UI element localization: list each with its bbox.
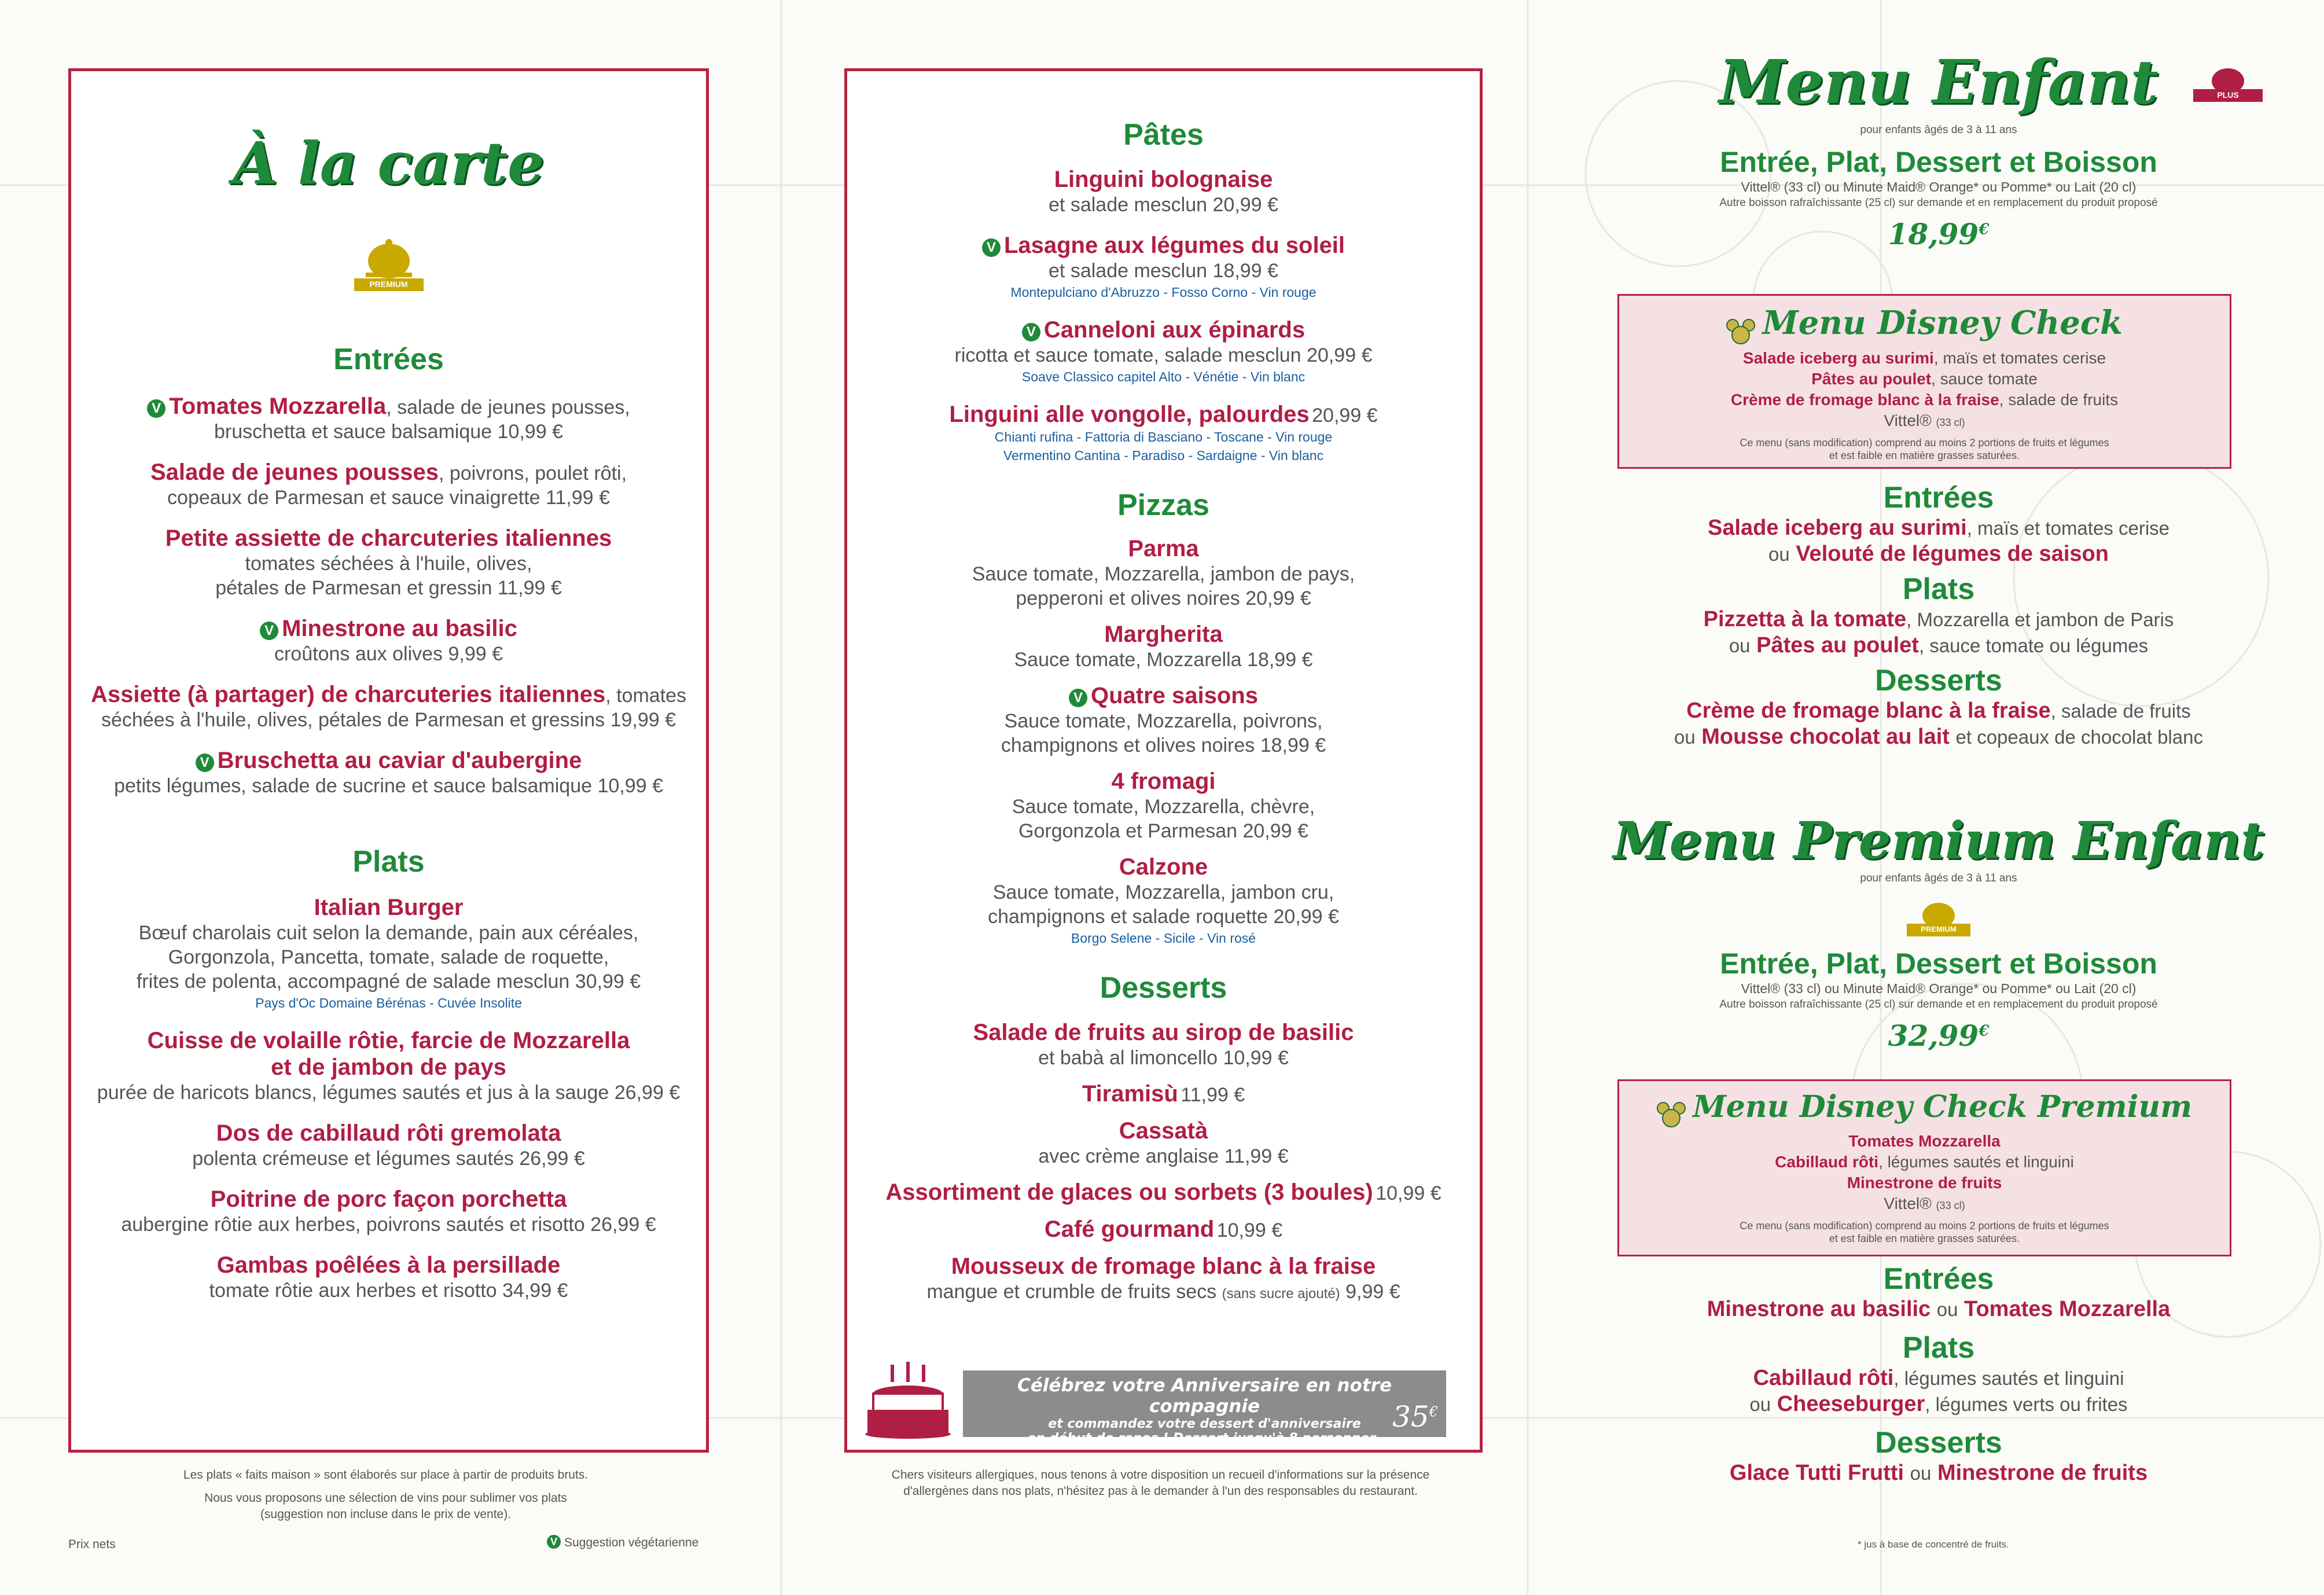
birthday-banner [862, 1370, 1458, 1446]
menu-disney-check-title: Menu Disney Check [1762, 304, 2123, 342]
left-footer: Les plats « faits maison » sont élaborés sur place à partir de produits bruts. Nous vous proposons une sélection de vins pour sublimer vos plats (suggestion non incluse dans le prix de vente). [183, 1468, 589, 1521]
list-item: Dos de cabillaud rôti gremolata polenta crémeuse et légumes sautés 26,99 € [192, 1120, 585, 1170]
menu-premium-enfant-title: Menu Premium Enfant [1613, 810, 2264, 870]
pates-heading: Pâtes [1123, 118, 1204, 152]
vegetarian-icon: V [260, 622, 278, 640]
vegetarian-icon: V [1069, 689, 1087, 707]
premium-badge: PREMIUM [369, 280, 408, 289]
list-item: Gambas poêlées à la persillade tomate rôtie aux herbes et risotto 34,99 € [209, 1252, 568, 1302]
vegetarian-legend: V Suggestion végétarienne [547, 1535, 698, 1551]
list-item: Cuisse de volaille rôtie, farcie de Mozzarella et de jambon de pays purée de haricots blancs, légumes sautés et jus à la sauge 26,99 € [97, 1028, 681, 1104]
desserts-heading: Desserts [1100, 971, 1227, 1005]
prix-nets-label: Prix nets [68, 1538, 116, 1551]
birthday-line-1: Célébrez votre Anniversaire en notre compagnie [1017, 1375, 1392, 1417]
premium-cloche-icon: PREMIUM [1907, 898, 1970, 939]
list-item: Linguini bolognaise et salade mesclun 20,99 € [1049, 167, 1278, 216]
list-item: V Lasagne aux légumes du soleil et salade mesclun 18,99 € Montepulciano d'Abruzzo - Fosso Corno - Vin rouge [847, 232, 1480, 302]
list-item: Tiramisù 11,99 € [1082, 1081, 1245, 1107]
list-item: V Minestrone au basilic croûtons aux olives 9,99 € [71, 615, 706, 666]
birthday-line-2: et commandez votre dessert d'anniversaire [1048, 1417, 1361, 1431]
list-item: Italian Burger Bœuf charolais cuit selon la demande, pain aux céréales, Gorgonzola, Pancetta, tomate, salade de roquette, frites de polenta, accompagné de salade mesclun 30,99 € Pays d'Oc Domaine Bérénas - Cuvée Insolite [136, 895, 641, 1010]
menu-disney-check-premium-title: Menu Disney Check Premium [1693, 1089, 2193, 1124]
birthday-line-3: en début de repas ! Dessert jusqu'à 8 personnes. [1027, 1431, 1382, 1446]
footnote: * jus à base de concentré de fruits. [1858, 1539, 2009, 1550]
pasta-pizza-dessert-panel [844, 68, 1483, 1453]
entrees-heading: Entrées [333, 343, 444, 376]
menu-enfant-title: Menu Enfant [1719, 46, 2158, 117]
age-note: pour enfants âgés de 3 à 11 ans [1860, 124, 2017, 136]
menu-enfant-courses: Entrées Salade iceberg au surimi, maïs et tomates cerise ou Velouté de légumes de saison Plats Pizzetta à la tomate, Mozzarella et jambon de Paris ou Pâtes au poulet, sauce tomate ou légumes Desserts Crème de fromage blanc à la fraise, salade de fruits ou Mousse chocolat au lait et copeaux de chocolat blanc [1674, 481, 2203, 749]
mickey-check-icon [1657, 1102, 1686, 1127]
list-item: Salade de jeunes pousses, poivrons, poulet rôti, copeaux de Parmesan et sauce vinaigrette 11,99 € [150, 460, 627, 509]
menu-enfant-panel [1609, 46, 2268, 251]
list-item: V Bruschetta au caviar d'aubergine petits légumes, salade de sucrine et sauce balsamique 10,99 € [114, 748, 663, 797]
vegetarian-icon: V [147, 399, 166, 418]
birthday-cake-icon [862, 1359, 954, 1440]
menu-premium-price: 32,99€ [1888, 1019, 1990, 1053]
list-item: V Quatre saisons Sauce tomate, Mozzarella, poivrons, champignons et olives noires 18,99 € [1001, 683, 1326, 756]
list-item: Cassatà avec crème anglaise 11,99 € [1038, 1118, 1289, 1167]
list-item: Parma Sauce tomate, Mozzarella, jambon de pays, pepperoni et olives noires 20,99 € [972, 536, 1355, 609]
list-item: V Tomates Mozzarella, salade de jeunes pousses, bruschetta et sauce balsamique 10,99 € [71, 393, 706, 444]
vegetarian-icon: V [547, 1535, 561, 1549]
list-item: Poitrine de porc façon porchetta aubergine rôtie aux herbes, poivrons sautés et risotto 26,99 € [121, 1186, 656, 1236]
list-item: Petite assiette de charcuteries italiennes tomates séchées à l'huile, olives, pétales de Parmesan et gressin 11,99 € [165, 525, 612, 599]
plats-heading: Plats [352, 845, 425, 879]
list-item: Calzone Sauce tomate, Mozzarella, jambon cru, champignons et salade roquette 20,99 € Borgo Selene - Sicile - Vin rosé [988, 854, 1339, 946]
mickey-check-icon [1726, 319, 1755, 344]
a-la-carte-panel [68, 68, 709, 1453]
middle-footer: Chers visiteurs allergiques, nous tenons à votre disposition un recueil d'informations sur la présence d'allergènes dans nos plats, n'hésitez pas à le demander à l'un des responsables du restaurant. [891, 1468, 1430, 1498]
menu-enfant-price: 18,99€ [1888, 217, 1990, 251]
plus-badge: PLUS [2217, 90, 2239, 100]
menu-disney-check-premium-box: Menu Disney Check Premium Tomates Mozzarella Cabillaud rôti, légumes sautés et linguini Minestrone de fruits Vittel® (33 cl) Ce menu (sans modification) comprend au moins 2 portions de fruits et légumes et est faible en matière grasses saturées. [1617, 1079, 2231, 1256]
formula-title: Entrée, Plat, Dessert et Boisson [1720, 146, 2157, 178]
vegetarian-icon: V [196, 754, 214, 772]
list-item: Mousseux de fromage blanc à la fraise mangue et crumble de fruits secs (sans sucre ajouté) 9,99 € [926, 1254, 1400, 1303]
menu-premium-courses: Entrées Minestrone au basilic ou Tomates Mozzarella Plats Cabillaud rôti, légumes sautés et linguini ou Cheeseburger, légumes verts ou frites Desserts Glace Tutti Frutti ou Minestrone de fruits [1707, 1262, 2171, 1485]
list-item: Assiette (à partager) de charcuteries italiennes, tomates séchées à l'huile, olives, pétales de Parmesan et gressins 19,99 € [90, 682, 687, 731]
premium-cloche-icon [351, 220, 426, 296]
vegetarian-icon: V [1022, 323, 1040, 341]
vegetarian-icon: V [982, 238, 1001, 257]
list-item: Margherita Sauce tomate, Mozzarella 18,99 € [1014, 622, 1313, 671]
drinks-text: Vittel® (33 cl) ou Minute Maid® Orange* ou Pomme* ou Lait (20 cl) [1741, 179, 2137, 194]
menu-disney-check-box: Menu Disney Check Salade iceberg au surimi, maïs et tomates cerise Pâtes au poulet, sauce tomate Crème de fromage blanc à la fraise, salade de fruits Vittel® (33 cl) Ce menu (sans modification) comprend au moins 2 portions de fruits et légumes et est faible en matière grasses saturées. [1617, 294, 2231, 469]
list-item: Linguini alle vongolle, palourdes 20,99 € Chianti rufina - Fattoria di Basciano - Toscane - Vin rouge Vermentino Cantina - Paradiso - Sardaigne - Vin blanc [949, 402, 1378, 463]
a-la-carte-title: À la carte [233, 129, 545, 197]
list-item: Assortiment de glaces ou sorbets (3 boules) 10,99 € [885, 1179, 1442, 1205]
list-item: V Canneloni aux épinards ricotta et sauce tomate, salade mesclun 20,99 € Soave Classico capitel Alto - Vénétie - Vin blanc [954, 317, 1373, 384]
drinks-note: Autre boisson rafraîchissante (25 cl) sur demande et en remplacement du produit proposé [1719, 197, 2158, 209]
list-item: Café gourmand 10,99 € [1044, 1217, 1283, 1242]
list-item: 4 fromagi Sauce tomate, Mozzarella, chèvre, Gorgonzola et Parmesan 20,99 € [1012, 769, 1315, 842]
pizzas-heading: Pizzas [1117, 488, 1209, 522]
menu-premium-enfant-panel: Menu Premium Enfant pour enfants âgés de 3 à 11 ans PREMIUM Entrée, Plat, Dessert et Boisson Vittel® (33 cl) ou Minute Maid® Orange* ou Pomme* ou Lait (20 cl) Autre boisson rafraîchissante (25 cl) sur demande et en remplacement du produit proposé 32,99€ [1609, 810, 2268, 1053]
plus-cloche-icon [2193, 64, 2263, 104]
list-item: Salade de fruits au sirop de basilic et babà al limoncello 10,99 € [973, 1020, 1354, 1069]
birthday-price: 35€ [1392, 1400, 1438, 1434]
